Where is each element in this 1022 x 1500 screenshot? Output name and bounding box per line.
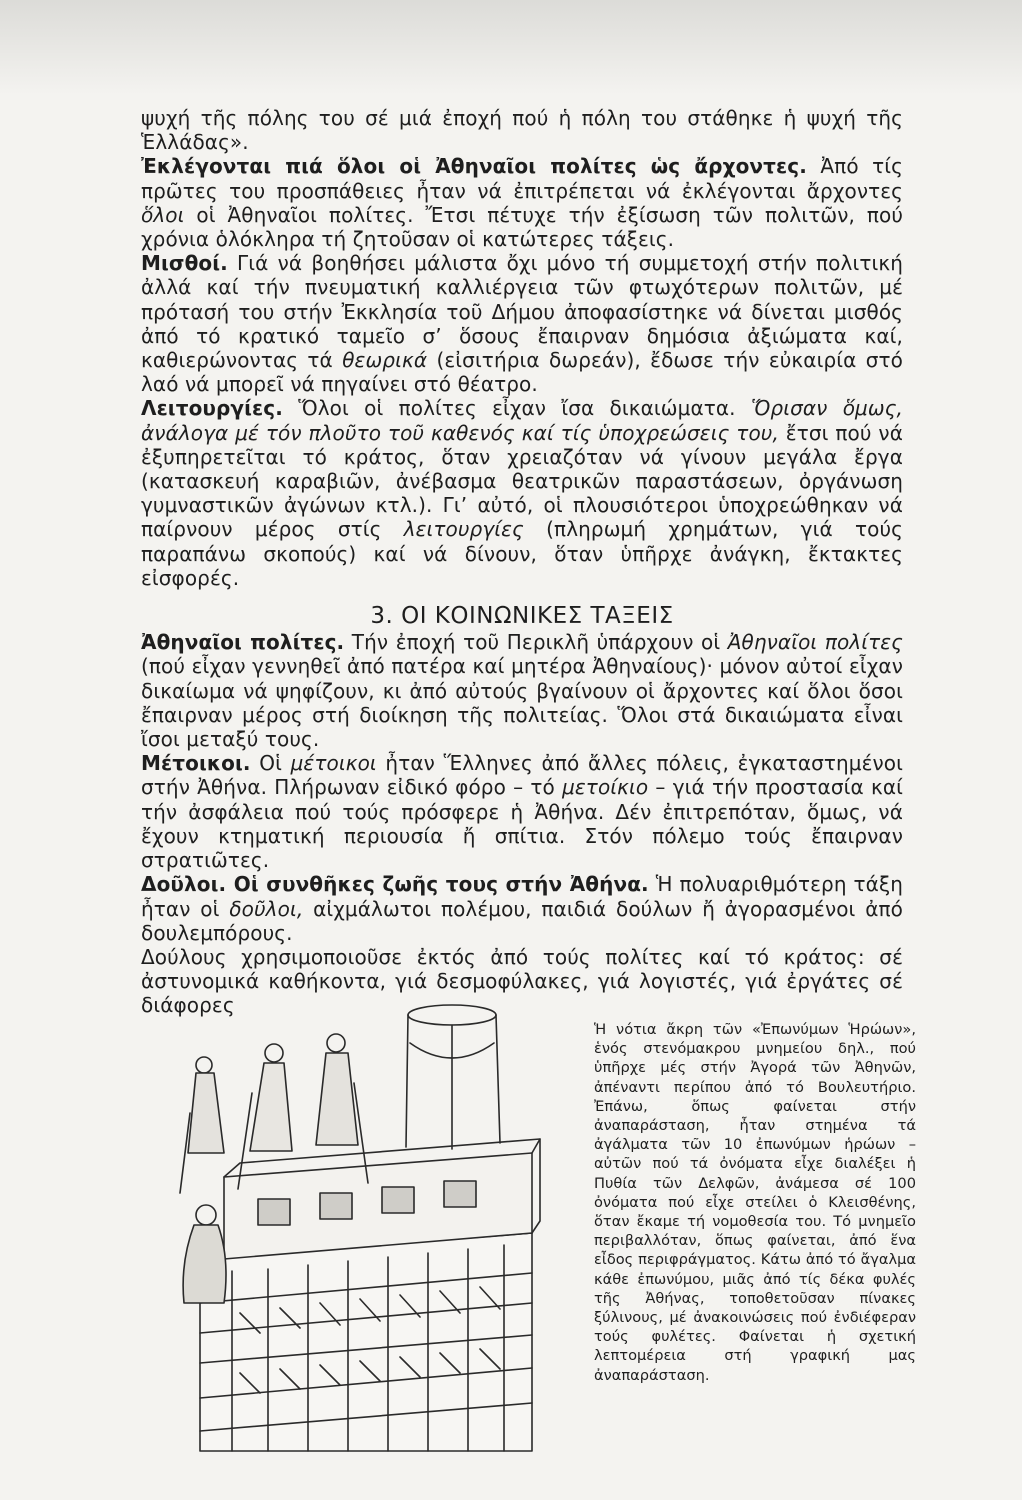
section-heading: 3. ΟΙ ΚΟΙΝΩΝΙΚΕΣ ΤΑΞΕΙΣ (370, 603, 674, 630)
emphasized-term: λειτουργίες (403, 517, 524, 542)
figure-caption (594, 1020, 916, 1385)
paragraph-lead-heading: Μέτοικοι. (141, 751, 251, 776)
paragraph-text: ἦταν Ἕλληνες ἀπό ἄλλες πόλεις, ἐγκαταστημένοι στήν Ἀθήνα. Πλήρωναν εἰδικό φόρο – τό (141, 751, 904, 800)
emphasized-term: Ὅρισαν ὅμως, ἀνάλογα μέ τόν πλοῦτο τοῦ καθενός καί τίς ὑποχρεώσεις του, (141, 396, 904, 445)
paragraph (141, 872, 903, 945)
paragraph (141, 751, 903, 872)
paragraph (141, 630, 903, 751)
paragraph-text: Ἡ πολυαριθμότερη τάξη ἦταν οἱ (141, 872, 903, 921)
emphasized-term: δοῦλοι, (229, 896, 304, 921)
emphasized-term: ὅλοι (141, 202, 185, 227)
paragraph-text: Ὅλοι οἱ πολίτες εἶχαν ἴσα δικαιώματα. (282, 396, 751, 421)
paragraph-text: – γιά τήν προστασία καί τήν ἀσφάλεια πού τούς πρόσφερε ἡ Ἀθήνα. Δέν ἐπιτρεπόταν, ὅμως, νά ἔχουν κτηματική περιουσία ἤ σπίτια. Στόν πόλεμο τούς ἔπαιρναν στρατιῶτες. (141, 775, 903, 873)
paragraph (141, 251, 903, 396)
paragraph (141, 154, 903, 251)
paragraph-text: Δούλους χρησιμοποιοῦσε ἐκτός ἀπό τούς πολίτες καί τό κράτος: σέ ἀστυνομικά καθήκοντα, γιά δεσμοφύλακες, γιά λογιστές, γιά ἐργάτες σέ διάφορες (141, 944, 903, 1018)
caption-text: Ἡ νότια ἄκρη τῶν «Ἐπωνύμων Ἡρώων», ἑνός στενόμακρου μνημείου δηλ., πού ὑπῆρχε μές στήν Ἀγορά τῶν Ἀθηνῶν, ἀπέναντι περίπου ἀπό τό Βουλευτήριο. Ἐπάνω, ὅπως φαίνεται στήν ἀναπαράσταση, ἦταν στημένα τά ἀγάλματα τῶν 10 ἐπωνύμων ἡρώων – αὐτῶν πού τά ὀνόματα εἶχε διαλέξει ἡ Πυθία τῶν Δελφῶν, ἀνάμεσα σέ 100 ὀνόματα πού εἶχε στείλει ὁ Κλεισθένης, ὅταν ἔκαμε τή νομοθεσία του. Τό μνημεῖο περιβαλλόταν, ὅπως φαίνεται, ἀπό ἕνα εἶδος περιφράγματος. Κάτω ἀπό τό ἄγαλμα κάθε ἐπωνύμου, μιᾶς ἀπό τίς δέκα φυλές τῆς Ἀθήνας, τοποθετοῦσαν πίνακες ξύλινους, μέ ἀνακοινώσεις πού ἐνδιέφεραν τούς φυλέτες. Φαίνεται ἡ σχετική λεπτομέρεια στή γραφική μας ἀναπαράσταση. (594, 1021, 916, 1384)
paragraph-text: Γιά νά βοηθήσει μάλιστα ὄχι μόνο τή συμμετοχή στήν πολιτική ἀλλά καί τήν πνευματική καλλιέργεια τῶν φτωχότερων πολιτῶν, μέ πρότασή του στήν Ἐκκλησία τοῦ Δήμου ἀποφασίστηκε νά δίνεται μισθός ἀπό τό κρατικό ταμεῖο σ’ ὅσους ἔπαιρναν δημόσια ἀξιώματα καί, καθιερώνοντας τά (141, 251, 903, 373)
emphasized-term: μέτοικοι (290, 751, 377, 776)
emphasized-term: μετοίκιο (562, 775, 649, 800)
paragraph-text: Οἱ (250, 751, 291, 776)
paragraph-lead-heading: Δοῦλοι. Οἱ συνθῆκες ζωῆς τους στήν Ἀθήνα. (141, 872, 649, 897)
paragraph (141, 396, 903, 590)
emphasized-term: Ἀθηναῖοι πολίτες (727, 630, 904, 655)
paragraph-text: Ἀπό τίς πρῶτες του προσπάθειες ἦταν νά ἐπιτρέπεται νά ἐκλέγονται ἄρχοντες (141, 154, 903, 203)
paragraph-text: αἰχμάλωτοι πολέμου, παιδιά δούλων ἤ ἀγορασμένοι ἀπό δουλεμπόρους. (141, 896, 904, 945)
paragraph-lead-heading: Ἐκλέγονται πιά ὅλοι οἱ Ἀθηναῖοι πολίτες ὡς ἄρχοντες. (141, 154, 807, 179)
paragraph-lead-heading: Μισθοί. (141, 251, 228, 276)
paragraph (141, 106, 903, 154)
paragraph-text: ἔτσι πού νά ἐξυπηρετεῖται τό κράτος, ὅταν χρειαζόταν νά γίνουν μεγάλα ἔργα (κατασκευή καραβιῶν, ἀνέβασμα θεατρικῶν παραστάσεων, ὀργάνωση γυμναστικῶν ἀγώνων κτλ.). Γι’ αὐτό, οἱ πλουσιότεροι ὑποχρεώθηκαν νά παίρνουν μέρος στίς (141, 420, 903, 542)
paragraph-text: οἱ Ἀθηναῖοι πολίτες. Ἔτσι πέτυχε τήν ἐξίσωση τῶν πολιτῶν, πού χρόνια ὁλόκληρα τή ζητοῦσαν οἱ κατώτερες τάξεις. (141, 202, 903, 252)
paragraph-text: ψυχή τῆς πόλης του σέ μιά ἐποχή πού ἡ πόλη του στάθηκε ἡ ψυχή τῆς Ἑλλάδας». (141, 106, 903, 155)
paragraph-text: (πού εἶχαν γεννηθεῖ ἀπό πατέρα καί μητέρα Ἀθηναίους)· μόνον αὐτοί εἶχαν δικαίωμα νά ψηφίζουν, κι ἀπό αὐτούς βγαίνουν οἱ ἄρχοντες καί ὅλοι ὅσοι ἔπαιρναν μέρος στή διοίκηση τῆς πολιτείας. Ὅλοι στά δικαιώματα εἶναι ἴσοι μεταξύ τους. (141, 654, 903, 752)
emphasized-term: θεωρικά (342, 348, 428, 373)
eponymous-heroes-monument-illustration (140, 1003, 590, 1458)
paragraph-lead-heading: Λειτουργίες. (141, 396, 283, 421)
paragraph-text: Τήν ἐποχή τοῦ Περικλῆ ὑπάρχουν οἱ (344, 630, 728, 655)
paragraph-text: (εἰσιτήρια δωρεάν), ἔδωσε τήν εὐκαιρία στό λαό νά μπορεῖ νά πηγαίνει στό θέατρο. (141, 348, 904, 397)
paragraph-lead-heading: Ἀθηναῖοι πολίτες. (141, 630, 345, 655)
paragraph-text: (πληρωμή χρημάτων, γιά τούς παραπάνω σκοπούς) καί νά δίνουν, ὅταν ὑπῆρχε ἀνάγκη, ἔκτακτες εἰσφορές. (141, 517, 903, 590)
previous-page-bleed (0, 0, 1022, 95)
main-text-column (141, 106, 903, 1018)
